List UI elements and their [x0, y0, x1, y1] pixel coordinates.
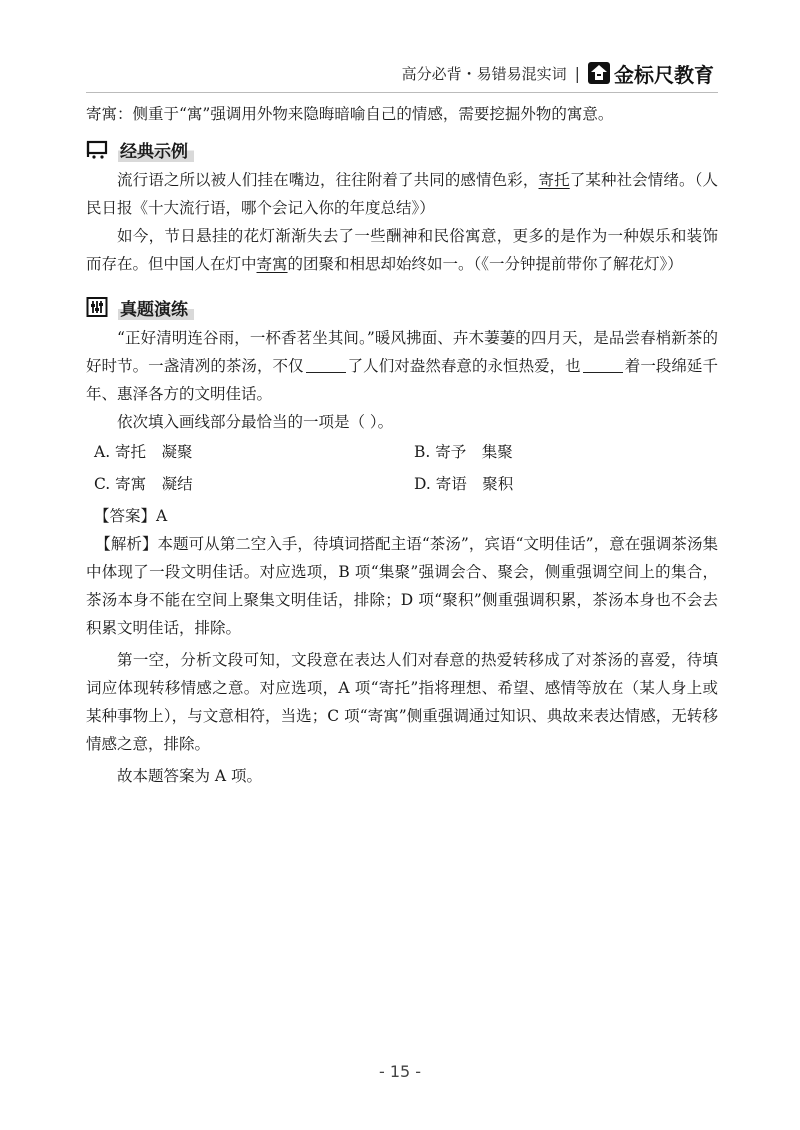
sliders-icon: [86, 296, 108, 318]
section-title-practice: 真题演练: [118, 295, 194, 320]
passage-part-2: 了人们对盎然春意的永恒热爱，也: [347, 357, 581, 375]
header-divider: [86, 92, 718, 93]
example-paragraph-2: [86, 222, 718, 278]
answer-options: [86, 438, 718, 498]
cart-icon: [86, 138, 108, 160]
option-d: D. 寄语 聚积: [414, 475, 514, 493]
option-a: A. 寄托 凝聚: [94, 443, 193, 461]
passage-part-3: 着一段绵延千年、惠泽各方的文明佳话。: [86, 357, 718, 403]
option-c: C. 寄寓 凝结: [94, 475, 193, 493]
definition-text: 寄寓：侧重于“寓”强调用外物来隐晦暗喻自己的情感，需要挖掘外物的寓意。: [86, 105, 614, 123]
header-separator: |: [574, 63, 580, 83]
blank-2: [583, 358, 623, 373]
keyword-jituo: 寄托: [538, 171, 570, 189]
analysis-paragraph-1: 【解析】本题可从第二空入手，待填词搭配主语“茶汤”，宾语“文明佳话”，意在强调茶汤集中体现了一段文明佳话。对应选项，B 项“集聚”强调会合、聚会，侧重强调空间上的集合，茶汤本身不能在空间上聚集文明佳话，排除；D 项“聚积”侧重强调积累，茶汤本身也不会去积累文明佳话，排除。: [86, 535, 718, 637]
section-title-classic: 经典示例: [118, 137, 194, 162]
example-2-text-end: 的团聚和相思却始终如一。（《一分钟提前带你了解花灯》）: [287, 255, 683, 273]
answer-line: 【答案】A: [94, 507, 168, 525]
blank-1: [306, 358, 346, 373]
passage-part-1: “正好清明连谷雨，一杯香茗坐其间。”暖风拂面、卉木萋萋的四月天，是品尝春梢新茶的好时节。一盏清冽的茶汤，不仅: [86, 329, 718, 375]
example-1-text-end: 了某种社会情绪。（人民日报《十大流行语，哪个会记入你的年度总结》）: [86, 171, 718, 217]
page-content: [86, 100, 718, 790]
example-1-text: 流行语之所以被人们挂在嘴边，往往附着了共同的感情色彩，: [117, 171, 539, 189]
brand-name: 金标尺教育: [614, 62, 714, 87]
example-paragraph-1: [86, 166, 718, 222]
option-b: B. 寄予 集聚: [414, 443, 513, 461]
header-tagline: 高分必背・易错易混实词: [401, 64, 567, 83]
keyword-jiyu: 寄寓: [256, 255, 288, 273]
brand-mark-icon: [588, 62, 610, 84]
section-classic-examples: [86, 134, 718, 164]
exercise-passage: [86, 324, 718, 408]
analysis-paragraph-2: 第一空，分析文段可知，文段意在表达人们对春意的热爱转移成了对茶汤的喜爱，待填词应体现转移情感之意。对应选项，A 项“寄托”指将理想、希望、感情等放在（某人身上或某种事物上），与文意相符，当选；C 项“寄寓”侧重强调通过知识、典故来表达情感，无转移情感之意，排除。: [86, 651, 718, 753]
section-practice: [86, 292, 718, 322]
page-header: [402, 58, 714, 88]
conclusion-text: 故本题答案为 A 项。: [117, 767, 263, 785]
example-2-text: 如今，节日悬挂的花灯渐渐失去了一些酬神和民俗寓意，更多的是作为一种娱乐和装饰而存在。但中国人在灯中: [86, 227, 718, 273]
brand-logo: [588, 59, 714, 88]
question-text: 依次填入画线部分最恰当的一项是（ ）。: [117, 413, 394, 431]
page-number: - 15 -: [378, 1062, 422, 1081]
